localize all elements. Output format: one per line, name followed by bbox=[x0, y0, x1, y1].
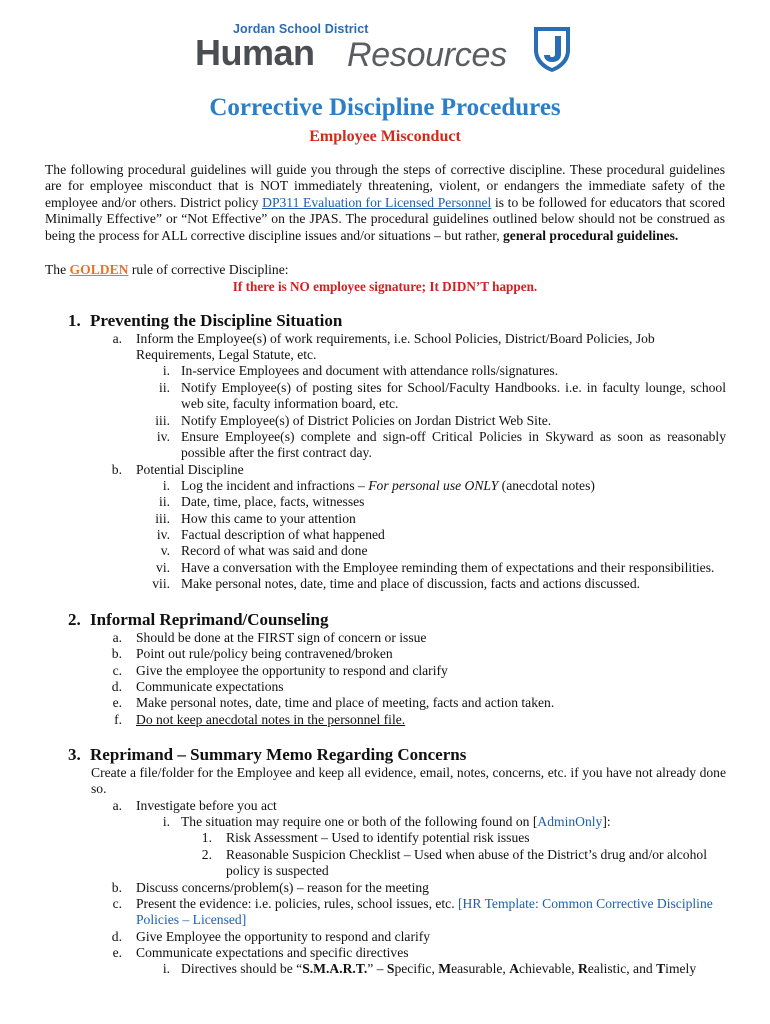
hr-template-link[interactable]: [HR Template: Common Corrective Discipline Policies – Licensed] bbox=[136, 896, 713, 928]
section-2-number: 2. bbox=[68, 610, 81, 629]
intro-bold: general procedural guidelines. bbox=[503, 227, 679, 243]
logo-resources: Resources bbox=[347, 36, 507, 74]
page-title: Corrective Discipline Procedures bbox=[209, 94, 561, 121]
district-name: Jordan School District bbox=[233, 22, 369, 36]
golden-rule-line bbox=[45, 262, 725, 278]
intro-text-1: The following procedural guidelines will guide you through the steps of corrective discipline. These procedural guidelines are for employee misconduct that is NOT immediately threatening, violent, or endangers the immediate safety of the employee and/or others. District policy bbox=[45, 162, 725, 210]
section-1-number: 1. bbox=[68, 311, 81, 330]
page-subtitle: Employee Misconduct bbox=[309, 128, 461, 145]
section-3-number: 3. bbox=[68, 745, 81, 764]
golden-post: rule of corrective Discipline: bbox=[128, 262, 289, 277]
section-3-heading bbox=[68, 745, 466, 765]
hr-logo bbox=[195, 18, 575, 76]
section-2-heading bbox=[68, 610, 329, 630]
logo-human: Human bbox=[195, 32, 315, 73]
admin-only-link[interactable]: AdminOnly bbox=[537, 814, 603, 829]
jordan-shield-icon bbox=[531, 24, 573, 74]
intro-paragraph bbox=[45, 162, 725, 244]
golden-pre: The bbox=[45, 262, 70, 277]
section-1-heading bbox=[68, 311, 342, 331]
dp311-link[interactable]: DP311 Evaluation for Licensed Personnel bbox=[262, 194, 492, 210]
intro-text-2: is to be followed for educators that scored Minimally Effective” or “Not Effective” on the JPAS. The procedural guidelines outlined below should not be construed as being the process for ALL corrective discipline issues and/or situations – but rather, bbox=[45, 194, 726, 243]
section-3-intro: Create a file/folder for the Employee and keep all evidence, email, notes, concerns, etc. if you have not already done so. bbox=[91, 765, 726, 797]
golden-rule-statement: If there is NO employee signature; It DIDN’T happen. bbox=[232, 279, 538, 294]
section-3-title: Reprimand – Summary Memo Regarding Concerns bbox=[90, 745, 467, 764]
section-1-title: Preventing the Discipline Situation bbox=[90, 311, 343, 330]
section-2-title: Informal Reprimand/Counseling bbox=[90, 610, 329, 629]
golden-word: GOLDEN bbox=[69, 262, 129, 277]
